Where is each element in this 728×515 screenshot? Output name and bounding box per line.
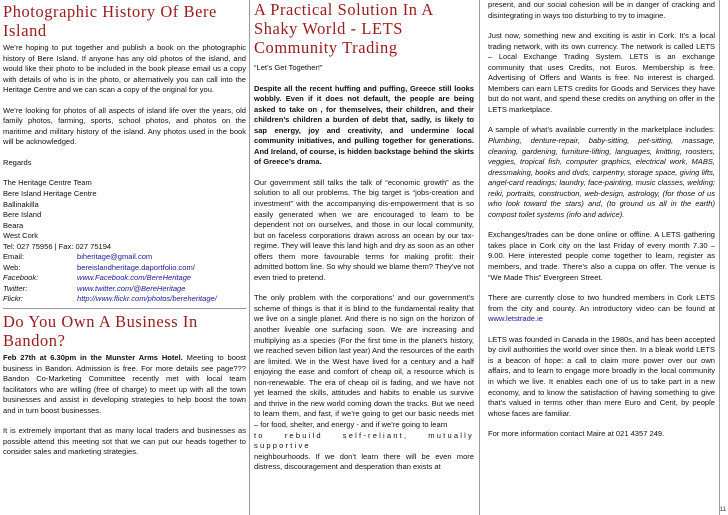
facebook-row	[3, 273, 246, 284]
paragraph: present, and our social cohesion will be in danger of cracking and disintegrating in ways too disturbing to try to imagine.	[488, 0, 715, 20]
facebook-link[interactable]: www.Facebook.com/BereHeritage	[77, 273, 192, 283]
paragraph	[3, 353, 246, 416]
column-divider	[479, 0, 480, 515]
section-divider	[3, 308, 246, 309]
twitter-link[interactable]: www.twitter.com/@BereHeritage	[77, 283, 186, 293]
paragraph: LETS was founded in Canada in the 1980s, and has been accepted by civil authorities the world over since then. In a bleak world LETS is a beacon of hope: a call to claim more power over our own affairs, and to learn to engage more broadly in the local community in which we live. It enables each one of us to take part in a new economy, and to know the satisfaction of having something to give that’s valued in terms other than mere Euro and Cent, by people whose faces are familiar.	[488, 334, 715, 418]
twitter-row	[3, 284, 246, 295]
flickr-label: Flickr:	[3, 294, 24, 304]
heading-lets-trading: A Practical Solution In A Shaky World - LETS Community Trading	[254, 0, 433, 57]
paragraph-text: Meeting to boost business in Bandon. Admission is free. For more details see page???Bandon Co-Marketing Committee recently met with local team facilitators who are willing (free of charge) to meet up with all the town businesses and assist in developing strategies to help boost the town and in turn boost businesses.	[3, 353, 246, 415]
flickr-row	[3, 294, 246, 305]
email-row	[3, 252, 246, 263]
paragraph: Just now, something new and exciting is astir in Cork. It’s a local trading network, with its own currency. The network is called LETS – Local Exchange Trading System. LETS is an exchange community that uses Credits, not Euros. Membership is free. Advertising of Offers and Wants is free. No interest is charged. Members can earn LETS credits for Goods and Services they have but do not want, and spend these credits on anything on offer in the LETS marketplace.	[488, 31, 715, 114]
meeting-details: Feb 27th at 6.30pm in the Munster Arms Hotel.	[3, 353, 183, 363]
paragraph: For more information contact Maire at 021 4357 249.	[488, 429, 665, 439]
heading-photographic-history: Photographic History Of Bere Island	[3, 2, 217, 40]
flickr-link[interactable]: http://www.flickr.com/photos/bereheritage/	[77, 294, 217, 304]
lead-paragraph: Despite all the recent huffing and puffing, Greece still looks wobbly. Even if it does not default, the people are being asked to take on , for themselves, their children, and their children’s children a burden of debt that, sadly, is likely to sap energy, joy and creativity, and undermine local community initiatives, and pulling together for generations. And Ireland, of course, is hidden backstage behind the skirts of Greece’s drama.	[254, 83, 474, 167]
text-line: West Cork	[3, 231, 39, 241]
text-line: Beara	[3, 220, 24, 230]
phone-fax: Tel: 027 75956 | Fax: 027 75194	[3, 241, 112, 251]
facebook-label: Facebook:	[3, 273, 39, 283]
paragraph: We’re looking for photos of all aspects of island life over the years, old family photos, farming, sports, school photos, and photos on the maritime and military history of the island. Any photos used in the book will be acknowledged.	[3, 105, 246, 147]
email-link[interactable]: biheritage@gmail.com	[77, 252, 153, 262]
column-left	[0, 0, 248, 512]
paragraph: We’re hoping to put together and publish a book on the photographic history of Bere Island. If anyone has any old photos of the island, and would like their photo to be included in the book please email us a copy with details of who is in the photo, or alternatively you can call into the Heritage Centre and we can scan a copy of the original for you.	[3, 43, 246, 95]
contact-block	[3, 158, 246, 305]
quote: “Let’s Get Together!”	[254, 63, 323, 72]
text-line: Bere Island Heritage Centre	[3, 189, 97, 199]
letstrade-link[interactable]: www.letstrade.ie	[488, 314, 543, 324]
web-row	[3, 263, 246, 274]
text-line: The Heritage Centre Team	[3, 178, 92, 188]
text-line: Bere Island	[3, 210, 42, 220]
paragraph: neighbourhoods. If we don’t learn there will be even more distress, discouragement and desperation than exists at	[254, 451, 474, 472]
column-divider	[719, 0, 720, 515]
text-line: Ballinakilla	[3, 199, 39, 209]
twitter-label: Twitter:	[3, 283, 28, 293]
web-link[interactable]: bereislandheritage.daportfolio.com/	[77, 262, 195, 272]
web-label: Web:	[3, 262, 21, 272]
paragraph	[488, 125, 715, 220]
paragraph-text: There are currently close to two hundred members in Cork LETS from the city and county. An introductory video can be found at	[488, 293, 715, 313]
column-middle	[252, 0, 476, 512]
column-right	[483, 0, 717, 512]
paragraph: Our government still talks the talk of “economic growth” as the solution to all our problems. The big target is “jobs-creation and investment” with the accompanying dis-empowerment that is so easily generated when we are encouraged to learn to be dependent not on ourselves, and those in our local community, but on faceless corporations drawn across an ocean by our tax-regime. They will leave this land high and dry as soon as an other offers them more favourable terms for making profit: their admitted bottom line. So why should we blame them? They’ve not even tried to pretend.	[254, 177, 474, 282]
marketplace-list: Plumbing, denture-repair, baby-sitting, pet-sitting, massage, cleaning, gardening, furniture-lifting, languages, knitting, roosters, veggies, tropical fish, computer graphics, electrical work, MABS, dressmaking, books and dvds, carpentry, storage space, giving lifts, angel-card readings; laundry, face-painting, music classes, welding; reiki, portraits, construction, web-design, astrology, (for those of us who look toward the stars) and, (to ground us all in the earth) compost toilet systems (info and advice).	[488, 136, 715, 219]
page-number: 11	[719, 507, 726, 513]
paragraph: It is extremely important that as many local traders and businesses as possible attend this meeting sot that we can put our heads together to consider sales and marketing strategies.	[3, 426, 246, 457]
paragraph: Exchanges/trades can be done online or offline. A LETS gathering takes place in Cork city on the last Friday of every month 7.30 – 9.00. Here interested people come together to learn, register as members, and trade. There’s also a cuppa on offer. The venue is “We Made This” Evergreen Street.	[488, 230, 715, 282]
paragraph	[488, 293, 715, 325]
paragraph-line: to rebuild self-reliant, mutually supportive	[254, 430, 474, 451]
email-label: Email:	[3, 252, 24, 262]
column-divider	[249, 0, 250, 515]
heading-business-bandon: Do You Own A Business In Bandon?	[3, 312, 198, 351]
text-line: Regards	[3, 157, 32, 167]
paragraph-text: A sample of what’s available currently in the marketplace includes:	[488, 125, 715, 135]
paragraph: The only problem with the corporations’ and our government’s scheme of things is that it is blind to the fundamental reality that we live on a single planet. And there is no sign on the horizon of another liveable one surfacing soon. We are increasing and multiplying as a species (For the first time in the planet’s history, we reached seven billion last year) And the resources of the earth are limited. We in the West have lived for a century and a half enjoying the ease and comfort of cheap oil, a resource which is non-renewable. The era of cheap oil is fading, and we have not yet learned the skills, attitudes and habits to enable us survive and thrive in the new world coming down the tracks. But we need to learn them, and fast, if we’re going to get our basic needs met – for food, shelter, and energy - and if we’re going to learn	[254, 293, 474, 429]
